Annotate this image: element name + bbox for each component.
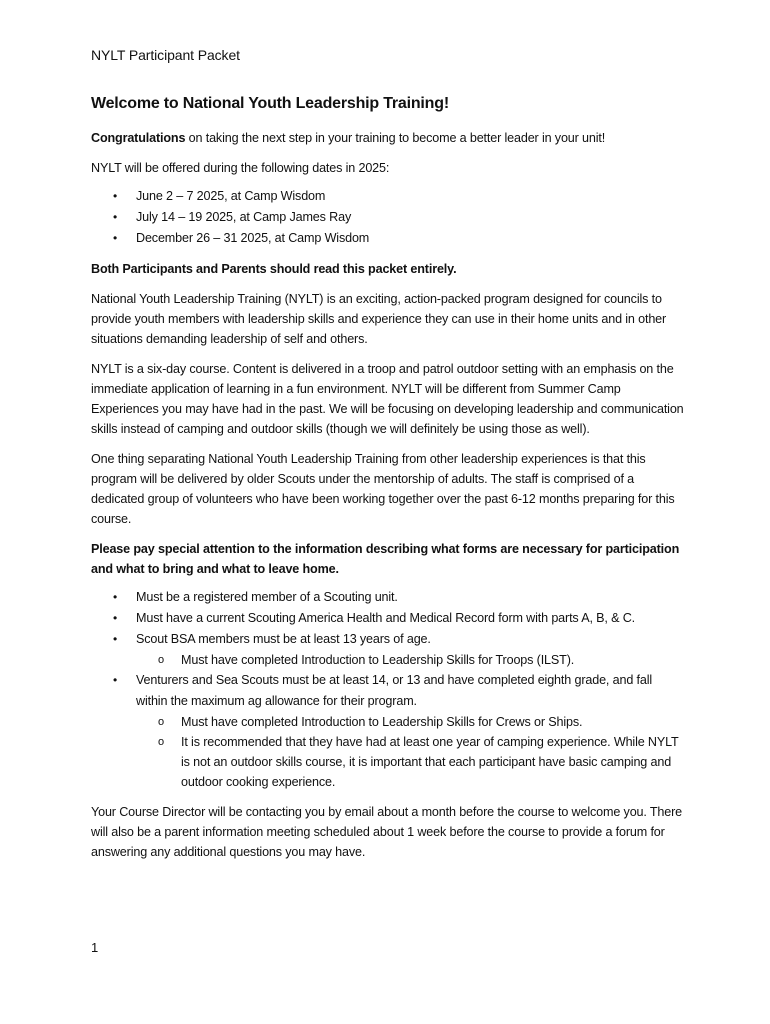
- page-number: 1: [91, 940, 99, 955]
- intro-rest: on taking the next step in your training to become a better leader in your unit!: [185, 131, 606, 145]
- paragraph-staff: One thing separating National Youth Leadership Training from other leadership experiences is that this program will be delivered by older Scouts under the mentorship of adults. The staff is comprised of a dedicated group of volunteers who have been working together over the past 6-12 months preparing for this course.: [91, 452, 675, 526]
- requirement-item: [91, 670, 686, 792]
- sub-requirement-item: o Must have completed Introduction to Leadership Skills for Crews or Ships.: [136, 712, 686, 732]
- requirement-item: [91, 629, 686, 670]
- requirement-sublist: [136, 650, 686, 670]
- page-title: Welcome to National Youth Leadership Training!: [91, 95, 449, 112]
- intro-paragraph: [91, 128, 686, 148]
- sub-requirement-item: o Must have completed Introduction to Leadership Skills for Troops (ILST).: [136, 650, 686, 670]
- requirement-item: • Must be a registered member of a Scouting unit.: [91, 587, 686, 608]
- list-item: • July 14 – 19 2025, at Camp James Ray: [91, 207, 686, 228]
- paragraph-course-details: NYLT is a six-day course. Content is delivered in a troop and patrol outdoor setting with an emphasis on the immediate application of learning in a fun environment. NYLT will be different from Summer Camp Experiences you may have had in the past. We will be focusing on developing leadership and communication skills instead of camping and outdoor skills (though we will definitely be using those as well).: [91, 362, 684, 436]
- paragraph-nylt-intro: National Youth Leadership Training (NYLT) is an exciting, action-packed program designed for councils to provide youth members with leadership skills and experience they can use in their home units and in other situations demanding leadership of self and others.: [91, 292, 667, 346]
- list-item: • June 2 – 7 2025, at Camp Wisdom: [91, 186, 686, 207]
- requirement-item: • Must have a current Scouting America Health and Medical Record form with parts A, B, & C.: [91, 608, 686, 629]
- page-header: NYLT Participant Packet: [91, 47, 240, 63]
- requirement-text: Scout BSA members must be at least 13 years of age.: [136, 632, 431, 646]
- forms-notice: [91, 539, 686, 579]
- closing-paragraph: Your Course Director will be contacting you by email about a month before the course to welcome you. There will also be a parent information meeting scheduled about 1 week before the course to provide a forum for answering any additional questions you may have.: [91, 805, 683, 859]
- requirement-text: Venturers and Sea Scouts must be at least 14, or 13 and have completed eighth grade, and fall within the maximum ag allowance for their program.: [136, 673, 653, 708]
- list-item: • December 26 – 31 2025, at Camp Wisdom: [91, 228, 686, 249]
- requirements-list: [91, 587, 686, 792]
- dates-intro: NYLT will be offered during the following dates in 2025:: [91, 161, 390, 175]
- read-notice: [91, 259, 686, 279]
- requirement-sublist: [136, 712, 686, 792]
- sub-requirement-item: o It is recommended that they have had at least one year of camping experience. While NYLT is not an outdoor skills course, it is important that each participant have basic camping and outdoor cooking experience.: [136, 732, 686, 792]
- document-body: [91, 128, 686, 872]
- forms-notice-text: Please pay special attention to the information describing what forms are necessary for participation and what to bring and what to leave home.: [91, 542, 680, 576]
- read-notice-text: Both Participants and Parents should read this packet entirely.: [91, 262, 457, 276]
- intro-bold: Congratulations: [91, 131, 186, 145]
- dates-list: [91, 186, 686, 249]
